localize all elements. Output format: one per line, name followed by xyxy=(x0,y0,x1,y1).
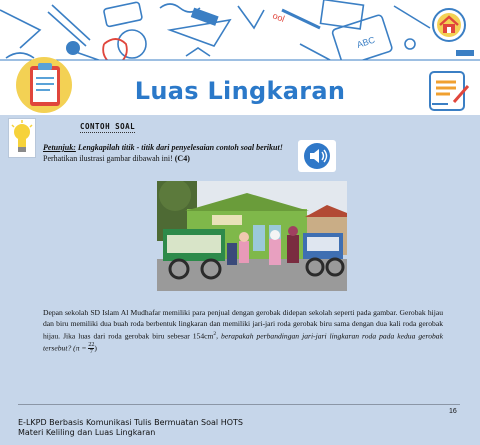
school-carts-photo xyxy=(157,181,347,291)
problem-closing: ) xyxy=(94,342,97,352)
clipboard-icon xyxy=(14,56,74,119)
footer-line-2: Materi Keliling dan Luas Lingkaran xyxy=(18,428,156,437)
footer-text xyxy=(18,418,243,438)
footer-line-1: E-LKPD Berbasis Komunikasi Tulis Bermuatan Soal HOTS xyxy=(18,418,243,427)
footer-divider xyxy=(18,404,460,405)
fraction-numerator: 22 xyxy=(88,341,95,348)
observe-label: Perhatikan ilustrasi gambar dibawah ini! xyxy=(43,154,175,163)
svg-text:ool: ool xyxy=(271,10,287,24)
problem-exponent: 2 xyxy=(213,331,217,337)
instruction-text xyxy=(43,143,283,152)
document-icon[interactable] xyxy=(424,68,472,119)
cognitive-level: (C4) xyxy=(174,154,190,163)
speaker-icon[interactable] xyxy=(298,140,336,172)
problem-text-before: Depan sekolah SD Islam Al Mudhafar memiliki para penjual dengan gerobak didepan sekolah seperti pada gambar. Gerobak hijau dan biru memiliki dua buah roda berbentuk lingkaran dan memiliki jari-jari roda gerobak biru sama dengan dua kali roda gerobak hijau. Jika luas dari roda gerobak biru sebesar 154cm xyxy=(43,308,443,341)
instruction-label: Petunjuk: xyxy=(43,143,76,152)
page-number: 16 xyxy=(449,408,457,415)
svg-text:ABC: ABC xyxy=(355,34,377,50)
fraction-denominator: 7 xyxy=(89,348,93,355)
page-title: Luas Lingkaran xyxy=(134,77,346,105)
problem-paragraph xyxy=(43,307,443,355)
section-title: CONTOH SOAL xyxy=(80,122,136,131)
observe-text xyxy=(43,154,190,163)
problem-text-after: , berapakah perbandingan jari-jari lingkaran roda pada kedua gerobak tersebut? (π = xyxy=(43,331,443,352)
home-icon[interactable] xyxy=(432,8,466,47)
lightbulb-icon xyxy=(8,118,36,158)
instruction-body: Lengkapilah titik - titik dari penyelesaian contoh soal berikut! xyxy=(75,143,283,152)
